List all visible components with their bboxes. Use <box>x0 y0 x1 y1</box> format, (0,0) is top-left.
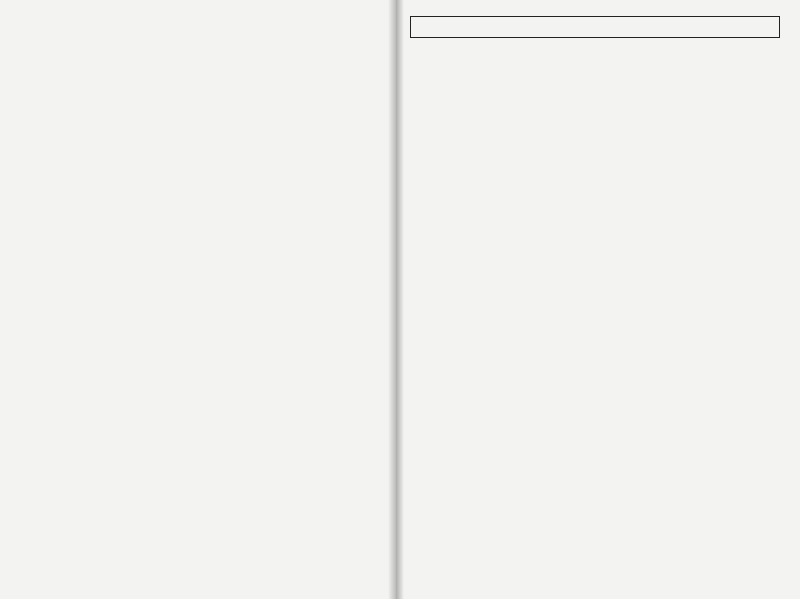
right-text-column <box>404 8 782 46</box>
right-page <box>394 0 800 599</box>
left-page <box>0 0 394 599</box>
left-text-column <box>18 8 363 22</box>
charter-box <box>410 16 780 38</box>
